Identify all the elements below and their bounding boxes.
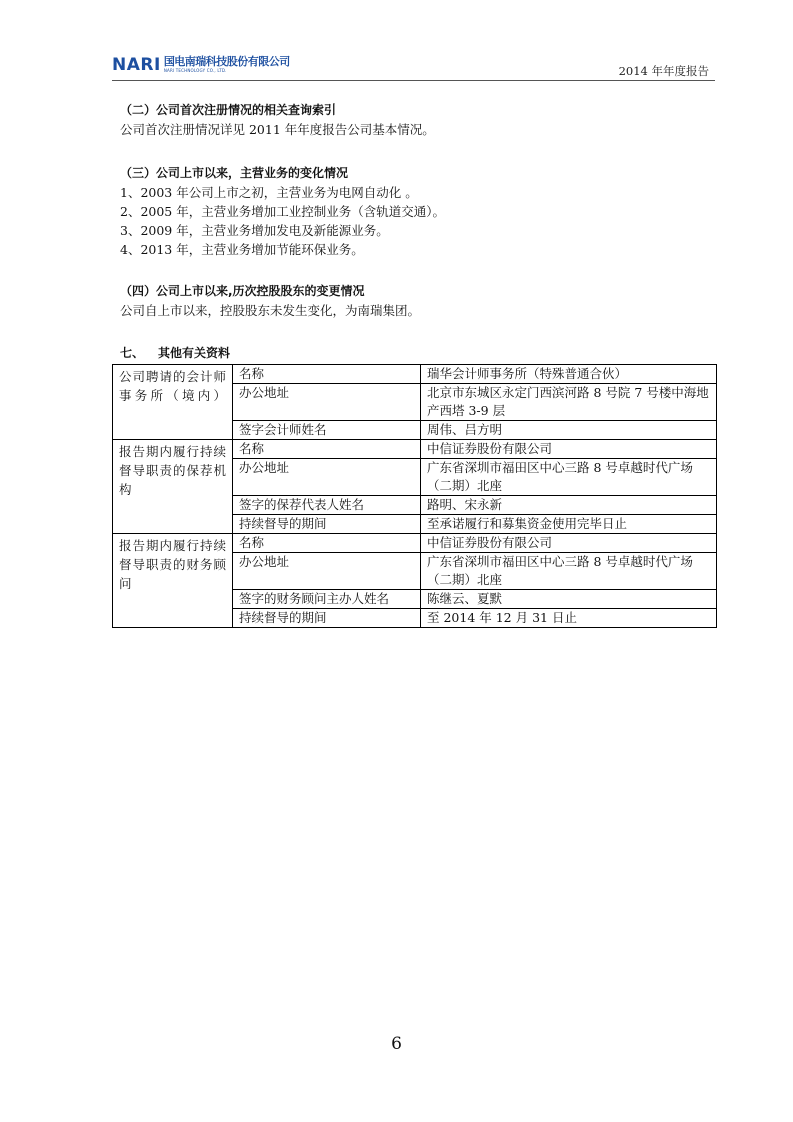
page-header [112,52,715,81]
list-item: 1、2003 年公司上市之初，主营业务为电网自动化 。 [120,185,418,200]
section-shareholder-changes [120,282,420,320]
group-label-sponsor: 报告期内履行持续督导职责的保荐机构 [113,440,233,534]
field-label: 持续督导的期间 [233,515,421,534]
section-title: （四）公司上市以来,历次控股股东的变更情况 [120,284,365,298]
field-label: 签字会计师姓名 [233,421,421,440]
field-value: 至 2014 年 12 月 31 日止 [421,609,717,628]
group-label-accounting-firm: 公司聘请的会计师事务所（境内） [113,365,233,440]
field-value: 广东省深圳市福田区中心三路 8 号卓越时代广场（二期）北座 [421,459,717,496]
field-value: 中信证券股份有限公司 [421,440,717,459]
table-row [113,440,717,459]
field-label: 办公地址 [233,459,421,496]
other-info-table [112,364,717,628]
list-item: 3、2009 年，主营业务增加发电及新能源业务。 [120,223,389,238]
logo-company-name: 国电南瑞科技股份有限公司 [163,55,290,68]
chapter-title: 其他有关资料 [158,346,231,360]
section-business-changes [120,164,445,259]
section-paragraph: 公司首次注册情况详见 2011 年年度报告公司基本情况。 [120,122,435,137]
field-value: 中信证券股份有限公司 [421,534,717,553]
section-title: （二）公司首次注册情况的相关查询索引 [120,103,337,117]
field-label: 签字的保荐代表人姓名 [233,496,421,515]
list-item: 2、2005 年，主营业务增加工业控制业务（含轨道交通）。 [120,204,445,219]
section-paragraph: 公司自上市以来，控股股东未发生变化，为南瑞集团。 [120,303,421,318]
section-title: （三）公司上市以来，主营业务的变化情况 [120,166,349,180]
field-value: 路明、宋永新 [421,496,717,515]
report-title: 2014 年年度报告 [618,64,709,78]
field-value: 北京市东城区永定门西滨河路 8 号院 7 号楼中海地产西塔 3-9 层 [421,384,717,421]
field-label: 名称 [233,534,421,553]
chapter-number: 七、 [120,346,145,360]
field-label: 持续督导的期间 [233,609,421,628]
group-label-financial-advisor: 报告期内履行持续督导职责的财务顾问 [113,534,233,628]
table-row [113,365,717,384]
field-value: 瑞华会计师事务所（特殊普通合伙） [421,365,717,384]
page-number: 6 [391,1034,402,1054]
field-label: 名称 [233,440,421,459]
field-label: 办公地址 [233,553,421,590]
field-value: 陈继云、夏默 [421,590,717,609]
logo-company-english: NARI TECHNOLOGY CO., LTD. [163,68,227,73]
company-logo [112,56,290,78]
field-label: 名称 [233,365,421,384]
field-label: 签字的财务顾问主办人姓名 [233,590,421,609]
section-registration-index [120,101,435,139]
logo-name-block [164,56,290,73]
table-row [113,534,717,553]
chapter-heading [120,344,230,361]
field-value: 广东省深圳市福田区中心三路 8 号卓越时代广场（二期）北座 [421,553,717,590]
field-value: 周伟、吕方明 [421,421,717,440]
list-item: 4、2013 年，主营业务增加节能环保业务。 [120,242,364,257]
field-label: 办公地址 [233,384,421,421]
field-value: 至承诺履行和募集资金使用完毕日止 [421,515,717,534]
logo-nari-text: NARI [112,55,161,75]
